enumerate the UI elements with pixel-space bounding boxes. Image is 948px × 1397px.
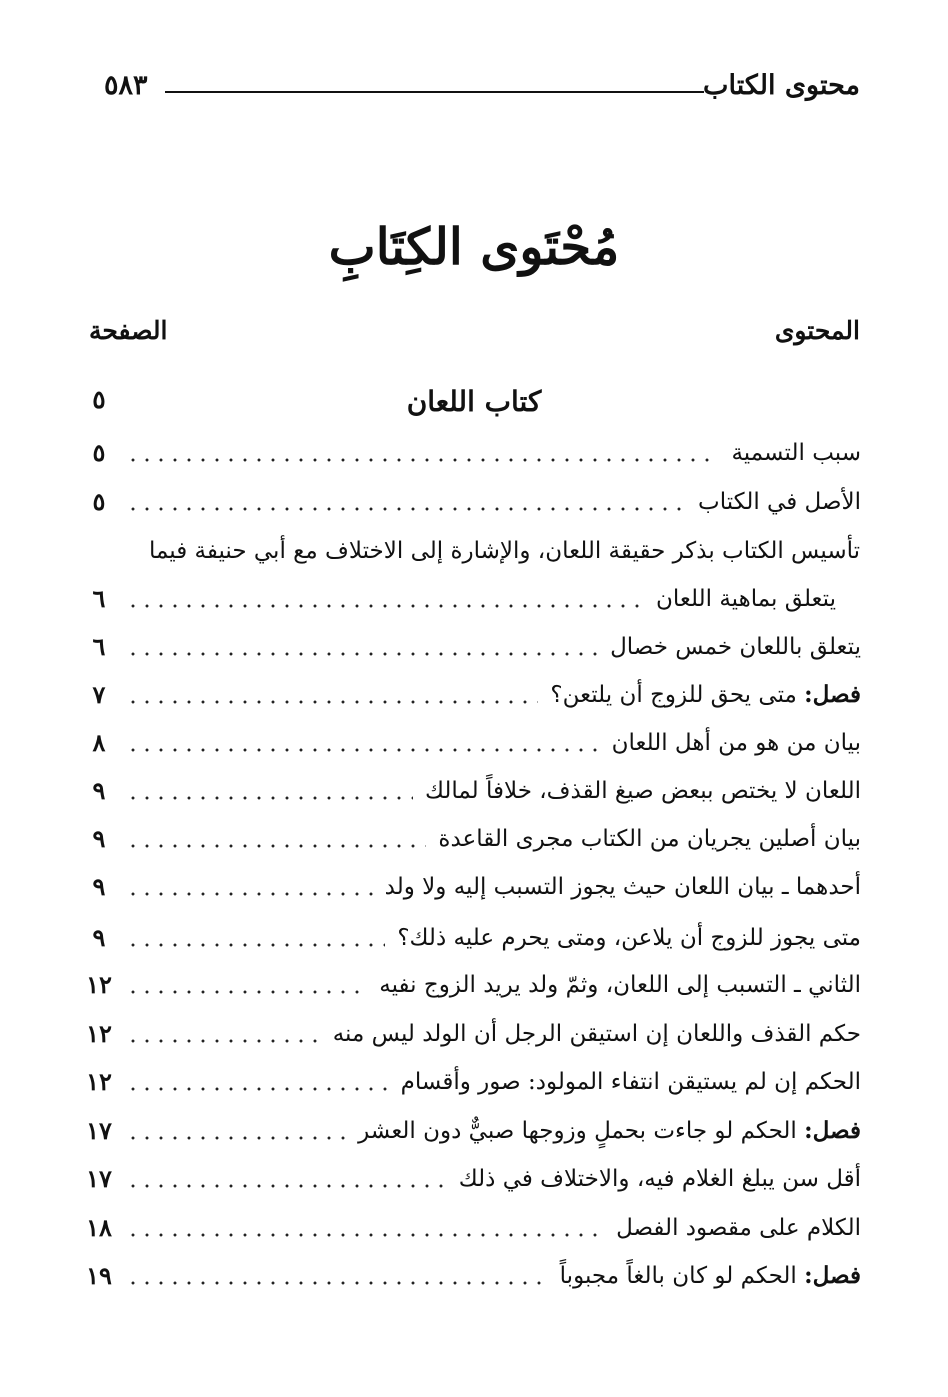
entry-title	[358, 1113, 861, 1149]
toc-entry	[84, 1016, 861, 1052]
entry-title-text: الحكم لو كان بالغاً مجبوباً	[559, 1263, 797, 1289]
page-column-heading: الصفحة	[89, 316, 168, 345]
dot-leader	[126, 1184, 447, 1188]
toc-entry	[84, 725, 861, 761]
dot-leader	[126, 844, 426, 848]
entry-lead: فصل:	[804, 1117, 861, 1144]
entry-page-number: ١٢	[86, 1019, 112, 1048]
entry-title	[550, 677, 861, 713]
content-column-heading: المحتوى	[774, 316, 860, 345]
entry-page-number: ١٨	[86, 1213, 112, 1242]
dot-leader	[126, 1136, 346, 1140]
running-header-title: محتوى الكتاب	[703, 70, 860, 101]
toc-entry-continuation	[84, 581, 836, 617]
entry-page-number: ٩	[92, 824, 106, 853]
entry-page-number: ١٢	[86, 1067, 112, 1096]
entry-page-number: ٥	[92, 487, 106, 516]
toc-entry	[84, 869, 861, 905]
toc-entry	[84, 821, 861, 857]
entry-page-number: ٩	[92, 776, 106, 805]
dot-leader	[126, 652, 598, 656]
entry-page-number: ٨	[92, 728, 106, 757]
page-title: مُحْتَوى الكِتَابِ	[328, 217, 620, 276]
entry-title: الكلام على مقصود الفصل	[616, 1215, 861, 1241]
toc-entry	[84, 1161, 861, 1197]
entry-title: أقل سن يبلغ الغلام فيه، والاختلاف في ذلك	[458, 1166, 861, 1192]
toc-entry	[84, 920, 861, 956]
dot-leader	[126, 892, 373, 896]
dot-leader	[126, 943, 385, 947]
entry-page-number: ١٧	[86, 1164, 112, 1193]
entry-page-number: ٦	[92, 632, 106, 661]
entry-title: بيان من هو من أهل اللعان	[611, 730, 861, 756]
toc-entry	[84, 1210, 861, 1246]
entry-title: يتعلق باللعان خمس خصال	[610, 634, 861, 660]
entry-title: يتعلق بماهية اللعان	[656, 586, 836, 612]
entry-title-text: متى يحق للزوج أن يلتعن؟	[550, 682, 797, 708]
entry-title: الثاني ـ التسبب إلى اللعان، وثمّ ولد يريد الزوج نفيه	[379, 972, 861, 998]
header-rule	[165, 91, 704, 93]
toc-entry	[84, 677, 861, 713]
toc-entry	[84, 484, 861, 520]
toc-entry	[84, 1113, 861, 1149]
entry-page-number: ٧	[92, 680, 106, 709]
toc-entry-first-line: تأسيس الكتاب بذكر حقيقة اللعان، والإشارة إلى الاختلاف مع أبي حنيفة فيما	[148, 538, 860, 564]
dot-leader	[126, 1281, 548, 1285]
toc-entry	[84, 435, 861, 471]
toc-entry	[84, 1064, 861, 1100]
entry-title: سبب التسمية	[731, 440, 861, 466]
page-number: ٥٨٣	[104, 70, 148, 101]
entry-page-number: ٩	[92, 872, 106, 901]
dot-leader	[126, 748, 600, 752]
entry-page-number: ١٧	[86, 1116, 112, 1145]
dot-leader	[126, 1039, 321, 1043]
entry-title-text: الحكم لو جاءت بحملٍ وزوجها صبيٌّ دون العشر	[358, 1118, 797, 1144]
entry-title: حكم القذف واللعان إن استيقن الرجل أن الولد ليس منه	[332, 1021, 861, 1047]
entry-lead: فصل:	[804, 681, 861, 708]
entry-title: اللعان لا يختص ببعض صيغ القذف، خلافاً لمالك	[424, 778, 861, 804]
dot-leader	[126, 700, 538, 704]
dot-leader	[126, 796, 413, 800]
toc-entry	[84, 967, 861, 1003]
dot-leader	[126, 1233, 604, 1237]
dot-leader	[126, 458, 719, 462]
entry-page-number: ٩	[92, 923, 106, 952]
toc-entry	[84, 1258, 861, 1294]
dot-leader	[126, 1087, 389, 1091]
entry-page-number: ٦	[92, 584, 106, 613]
entry-title	[560, 1258, 861, 1294]
entry-page-number: ١٩	[86, 1261, 112, 1290]
running-header	[0, 70, 948, 110]
dot-leader	[126, 507, 686, 511]
entry-title: الأصل في الكتاب	[698, 489, 861, 515]
toc-entry	[84, 773, 861, 809]
toc-entry	[84, 629, 861, 665]
entry-title: بيان أصلين يجريان من الكتاب مجرى القاعدة	[438, 826, 861, 852]
dot-leader	[126, 604, 644, 608]
entry-page-number: ٥	[92, 438, 106, 467]
section-page-number: ٥	[92, 385, 106, 414]
entry-title: الحكم إن لم يستيقن انتفاء المولود: صور وأقسام	[400, 1069, 861, 1095]
section-title: كتاب اللعان	[406, 385, 542, 418]
section-heading	[0, 385, 948, 425]
entry-title: أحدهما ـ بيان اللعان حيث يجوز التسبب إليه ولا ولد	[384, 874, 861, 900]
entry-lead: فصل:	[804, 1262, 861, 1289]
entry-page-number: ١٢	[86, 970, 112, 999]
entry-title: متى يجوز للزوج أن يلاعن، ومتى يحرم عليه ذلك؟	[397, 925, 861, 951]
dot-leader	[126, 990, 367, 994]
